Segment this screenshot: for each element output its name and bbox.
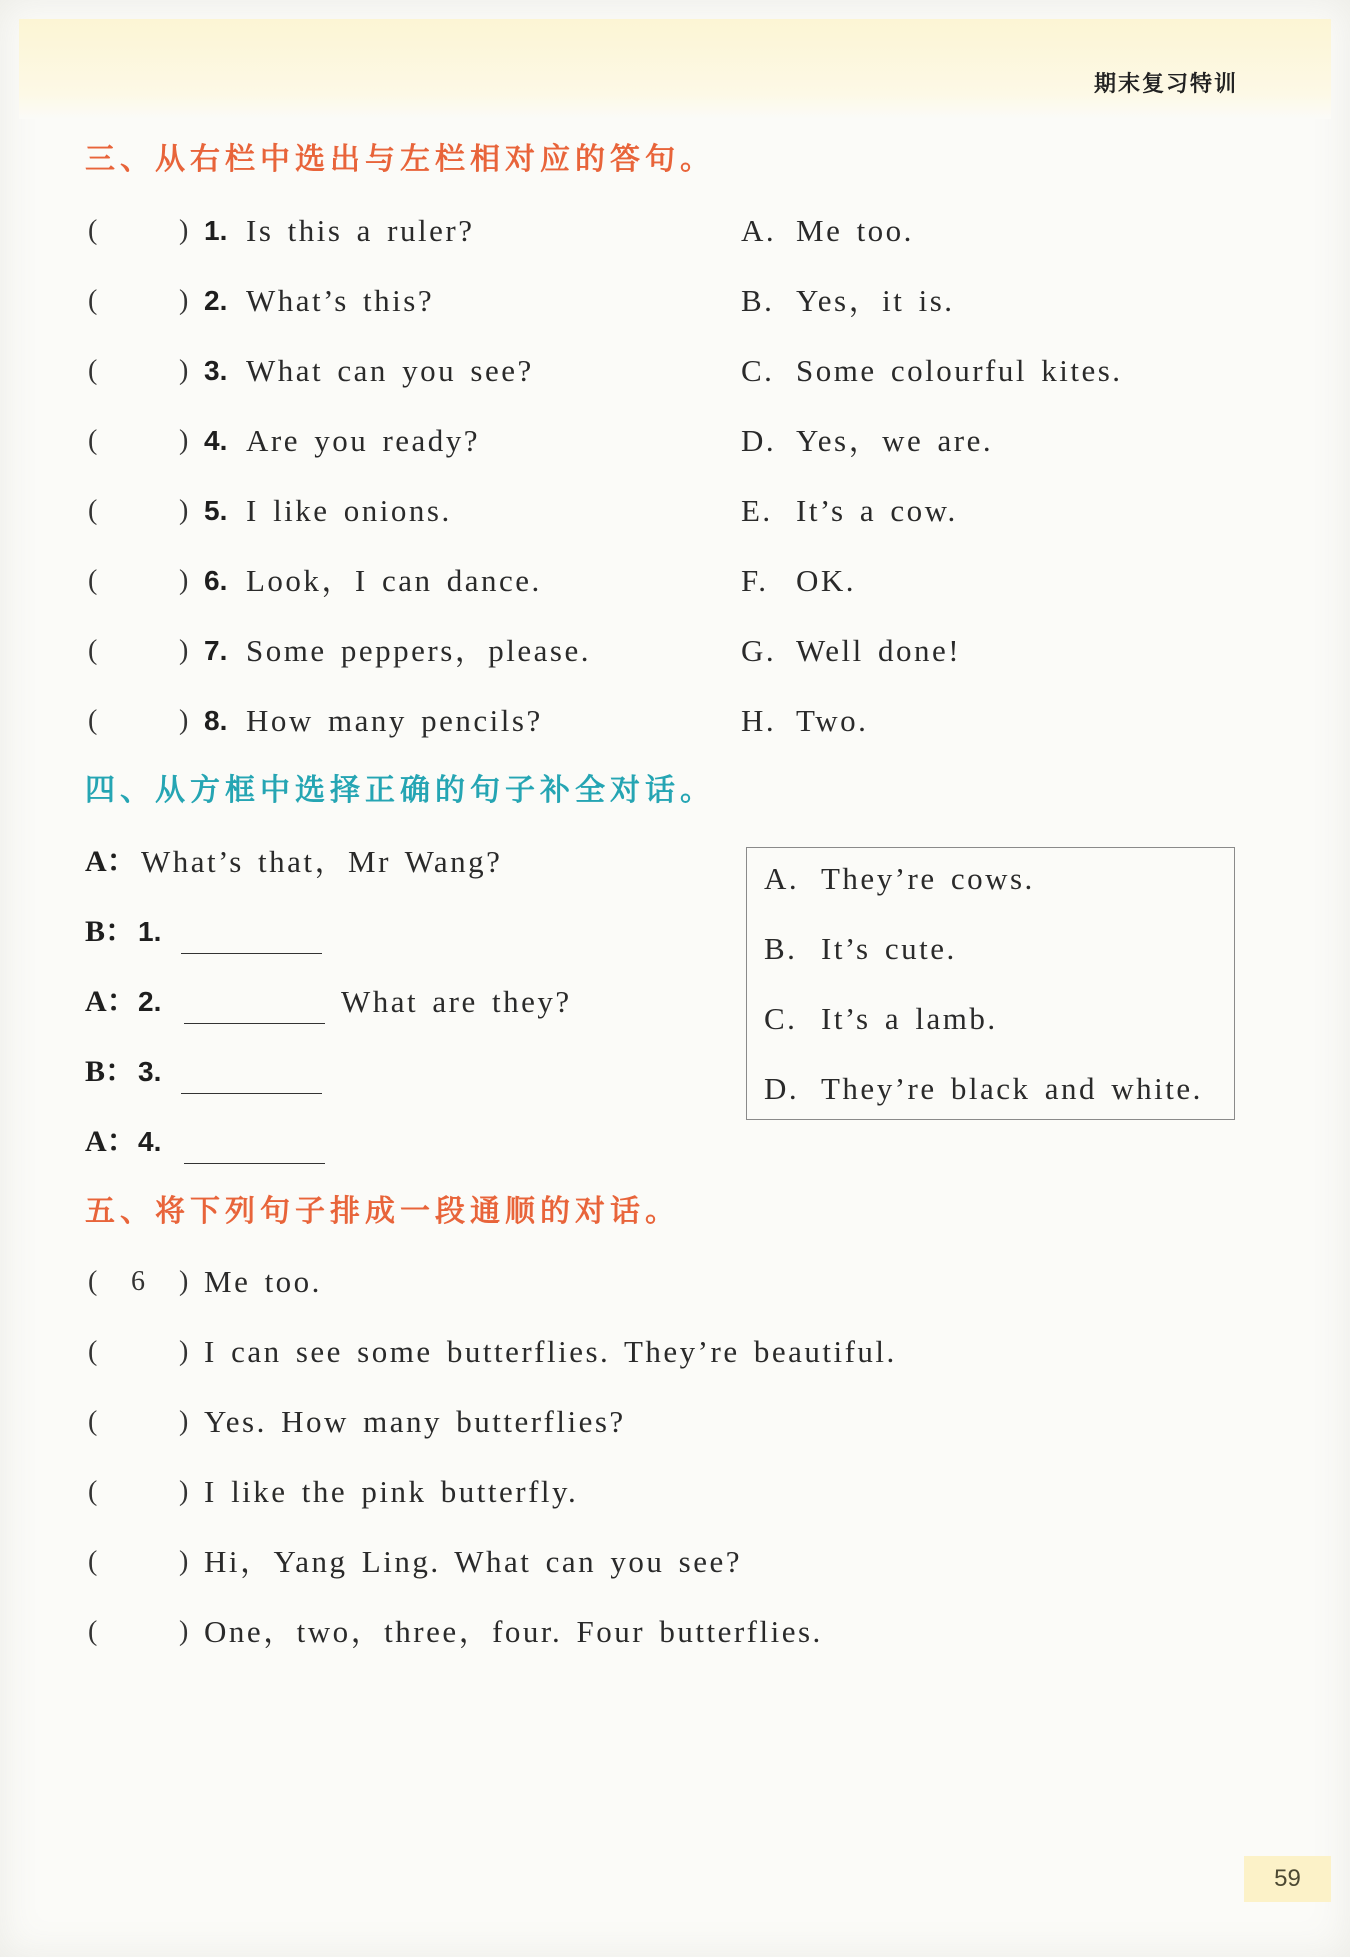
answer-bracket-open: ( bbox=[88, 215, 98, 246]
option-letter: G. bbox=[741, 633, 777, 668]
sentence-text: I like the pink butterfly. bbox=[204, 1474, 579, 1509]
ordering-row bbox=[0, 1247, 1350, 1317]
ordering-row bbox=[0, 1317, 1350, 1387]
option-letter: A. bbox=[741, 213, 777, 248]
answer-bracket-open: ( bbox=[88, 1336, 98, 1367]
header-title: 期末复习特训 bbox=[1093, 72, 1238, 97]
answer-blank-line bbox=[181, 1093, 322, 1094]
ordering-row bbox=[0, 1527, 1350, 1597]
option-text: Some colourful kites. bbox=[796, 353, 1123, 388]
option-letter: D. bbox=[764, 1071, 800, 1106]
question-text: Is this a ruler? bbox=[246, 213, 475, 248]
question-number: 5. bbox=[204, 495, 228, 526]
dialogue-line bbox=[0, 827, 740, 897]
ordering-row bbox=[0, 1457, 1350, 1527]
section-4-heading: 四、从方框中选择正确的句子补全对话。 bbox=[85, 773, 715, 808]
question-text: Look，I can dance. bbox=[246, 563, 542, 598]
speaker-label: A： bbox=[85, 1125, 137, 1158]
box-option bbox=[747, 1054, 1234, 1124]
answer-bracket-open: ( bbox=[88, 635, 98, 666]
answer-bracket-open: ( bbox=[88, 1546, 98, 1577]
option-text: They’re black and white. bbox=[821, 1071, 1203, 1106]
blank-number: 2. bbox=[138, 986, 162, 1017]
answer-blank-line bbox=[184, 1163, 325, 1164]
section-4-dialogue bbox=[0, 827, 740, 1177]
option-letter: A. bbox=[764, 861, 800, 896]
dialogue-text: What are they? bbox=[341, 984, 572, 1019]
answer-bracket-close: ) bbox=[179, 635, 189, 666]
matching-row bbox=[0, 476, 1350, 546]
answer-bracket-close: ) bbox=[179, 1546, 189, 1577]
option-letter: B. bbox=[741, 283, 775, 318]
question-number: 1. bbox=[204, 215, 228, 246]
option-letter: C. bbox=[764, 1001, 798, 1036]
page-number-badge bbox=[1244, 1856, 1331, 1902]
option-text: Me too. bbox=[796, 213, 914, 248]
blank-number: 4. bbox=[138, 1126, 162, 1157]
option-letter: C. bbox=[741, 353, 775, 388]
sentence-text: I can see some butterflies. They’re beautiful. bbox=[204, 1334, 897, 1369]
ordering-row bbox=[0, 1387, 1350, 1457]
question-text: I like onions. bbox=[246, 493, 452, 528]
question-text: What can you see? bbox=[246, 353, 534, 388]
question-text: What’s this? bbox=[246, 283, 435, 318]
option-text: It’s a lamb. bbox=[821, 1001, 998, 1036]
box-option-list bbox=[747, 844, 1234, 1124]
speaker-label: A： bbox=[85, 985, 137, 1018]
sentence-text: Hi，Yang Ling. What can you see? bbox=[204, 1544, 743, 1579]
box-option bbox=[747, 844, 1234, 914]
answer-bracket-open: ( bbox=[88, 705, 98, 736]
answer-bracket-close: ) bbox=[179, 1476, 189, 1507]
option-letter: F. bbox=[741, 563, 769, 598]
blank-number: 3. bbox=[138, 1056, 162, 1087]
dialogue-line bbox=[0, 1037, 740, 1107]
box-option bbox=[747, 984, 1234, 1054]
answer-bracket-close: ) bbox=[179, 425, 189, 456]
dialogue-line bbox=[0, 1107, 740, 1177]
blank-number: 1. bbox=[138, 916, 162, 947]
option-letter: H. bbox=[741, 703, 777, 738]
option-text: It’s cute. bbox=[821, 931, 957, 966]
order-answer: 6 bbox=[131, 1266, 145, 1297]
answer-bracket-close: ) bbox=[179, 1616, 189, 1647]
section-5-ordering bbox=[0, 1247, 1350, 1667]
answer-bracket-close: ) bbox=[179, 705, 189, 736]
option-text: OK. bbox=[796, 563, 857, 598]
answer-bracket-open: ( bbox=[88, 1476, 98, 1507]
answer-blank-line bbox=[181, 953, 322, 954]
sentence-choice-box bbox=[746, 847, 1235, 1120]
matching-row bbox=[0, 406, 1350, 476]
option-text: Well done! bbox=[796, 633, 962, 668]
question-number: 3. bbox=[204, 355, 228, 386]
answer-bracket-close: ) bbox=[179, 1266, 189, 1297]
matching-row bbox=[0, 686, 1350, 756]
option-text: Yes，we are. bbox=[796, 423, 994, 458]
answer-bracket-open: ( bbox=[88, 1616, 98, 1647]
option-text: It’s a cow. bbox=[796, 493, 958, 528]
answer-bracket-close: ) bbox=[179, 495, 189, 526]
option-text: Yes，it is. bbox=[796, 283, 955, 318]
question-number: 2. bbox=[204, 285, 228, 316]
answer-bracket-close: ) bbox=[179, 355, 189, 386]
question-number: 8. bbox=[204, 705, 228, 736]
answer-bracket-open: ( bbox=[88, 565, 98, 596]
answer-bracket-close: ) bbox=[179, 565, 189, 596]
answer-bracket-close: ) bbox=[179, 1406, 189, 1437]
matching-row bbox=[0, 266, 1350, 336]
sentence-text: Me too. bbox=[204, 1264, 322, 1299]
dialogue-line bbox=[0, 967, 740, 1037]
ordering-row bbox=[0, 1597, 1350, 1667]
option-text: They’re cows. bbox=[821, 861, 1035, 896]
speaker-label: B： bbox=[85, 915, 136, 948]
matching-row bbox=[0, 336, 1350, 406]
header-band bbox=[19, 19, 1331, 119]
answer-bracket-close: ) bbox=[179, 285, 189, 316]
question-text: How many pencils? bbox=[246, 703, 543, 738]
section-3-heading: 三、从右栏中选出与左栏相对应的答句。 bbox=[85, 142, 715, 177]
answer-bracket-open: ( bbox=[88, 285, 98, 316]
dialogue-line bbox=[0, 897, 740, 967]
option-letter: D. bbox=[741, 423, 777, 458]
answer-bracket-close: ) bbox=[179, 1336, 189, 1367]
section-5-heading: 五、将下列句子排成一段通顺的对话。 bbox=[85, 1194, 680, 1229]
answer-bracket-open: ( bbox=[88, 425, 98, 456]
matching-row bbox=[0, 616, 1350, 686]
answer-bracket-open: ( bbox=[88, 1406, 98, 1437]
matching-row bbox=[0, 196, 1350, 266]
speaker-label: B： bbox=[85, 1055, 136, 1088]
question-number: 7. bbox=[204, 635, 228, 666]
section-3-matching bbox=[0, 196, 1350, 756]
answer-bracket-open: ( bbox=[88, 1266, 98, 1297]
option-letter: B. bbox=[764, 931, 798, 966]
dialogue-text: What’s that，Mr Wang? bbox=[141, 844, 503, 879]
option-text: Two. bbox=[796, 703, 869, 738]
question-text: Some peppers，please. bbox=[246, 633, 591, 668]
option-letter: E. bbox=[741, 493, 773, 528]
sentence-text: One，two，three，four. Four butterflies. bbox=[204, 1614, 823, 1649]
question-text: Are you ready? bbox=[246, 423, 481, 458]
answer-bracket-open: ( bbox=[88, 495, 98, 526]
answer-bracket-close: ) bbox=[179, 215, 189, 246]
page-number: 59 bbox=[1274, 1865, 1301, 1892]
speaker-label: A： bbox=[85, 845, 137, 878]
question-number: 6. bbox=[204, 565, 228, 596]
answer-bracket-open: ( bbox=[88, 355, 98, 386]
sentence-text: Yes. How many butterflies? bbox=[204, 1404, 626, 1439]
question-number: 4. bbox=[204, 425, 228, 456]
matching-row bbox=[0, 546, 1350, 616]
answer-blank-line bbox=[184, 1023, 325, 1024]
box-option bbox=[747, 914, 1234, 984]
